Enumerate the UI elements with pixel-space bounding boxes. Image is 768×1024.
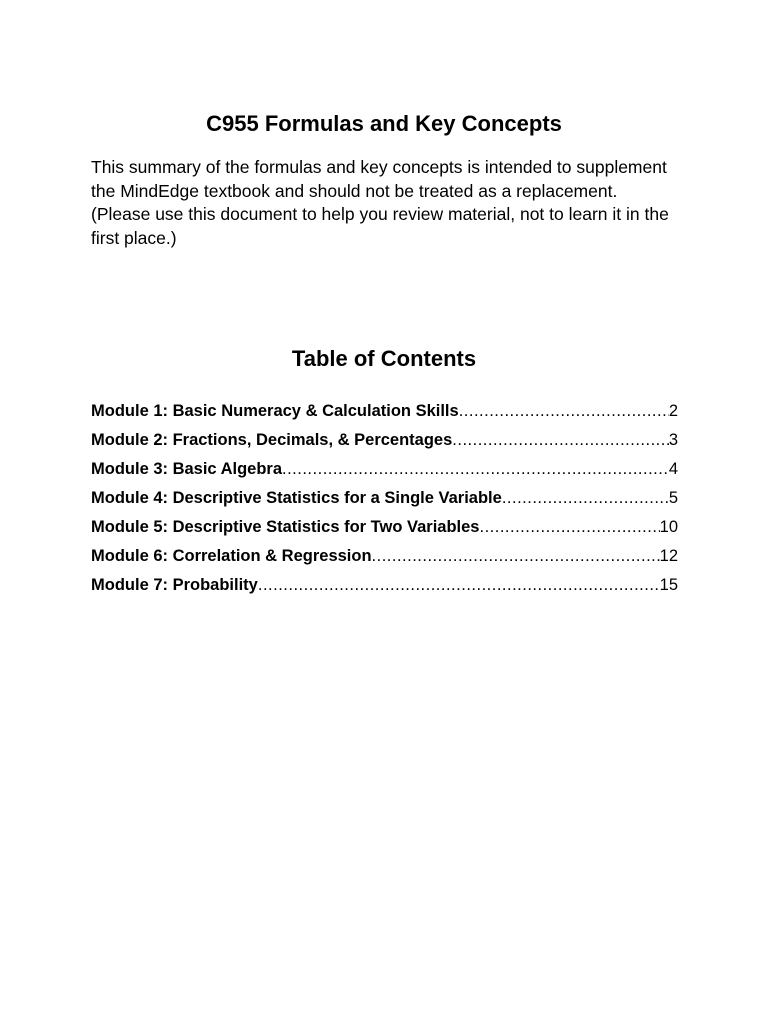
toc-entry-module-2[interactable] [91, 426, 678, 455]
toc-heading: Table of Contents [291, 346, 477, 371]
toc-entry-module-3[interactable] [91, 455, 678, 484]
toc-dot-leader [502, 484, 669, 513]
table-of-contents [91, 397, 678, 600]
toc-entry-label: Module 1: Basic Numeracy & Calculation Skills [91, 402, 459, 420]
intro-line: This summary of the formulas and key concepts is intended to supplement [91, 157, 667, 177]
toc-dot-leader [479, 513, 659, 542]
toc-entry-label: Module 6: Correlation & Regression [91, 547, 372, 565]
toc-page-number: 15 [659, 576, 678, 594]
toc-dot-leader [452, 426, 669, 455]
toc-entry-label: Module 7: Probability [91, 576, 258, 594]
toc-page-number: 12 [659, 547, 678, 565]
intro-paragraph [91, 156, 691, 250]
toc-page-number: 10 [659, 518, 678, 536]
toc-page-number: 5 [668, 489, 678, 507]
toc-entry-module-4[interactable] [91, 484, 678, 513]
toc-entry-label: Module 2: Fractions, Decimals, & Percentages [91, 431, 453, 449]
toc-page-number: 2 [668, 402, 678, 420]
toc-page-number: 4 [668, 460, 678, 478]
toc-entry-module-5[interactable] [91, 513, 678, 542]
toc-dot-leader [258, 571, 660, 600]
toc-entry-module-7[interactable] [91, 571, 678, 600]
toc-dot-leader [372, 542, 660, 571]
toc-entry-label: Module 3: Basic Algebra [91, 460, 283, 478]
toc-entry-label: Module 5: Descriptive Statistics for Two Variables [91, 518, 480, 536]
toc-dot-leader [459, 397, 669, 426]
toc-entry-module-6[interactable] [91, 542, 678, 571]
intro-line: the MindEdge textbook and should not be treated as a replacement. [91, 180, 618, 201]
intro-line: (Please use this document to help you review material, not to learn it in the [91, 204, 669, 224]
document-title: C955 Formulas and Key Concepts [206, 111, 562, 136]
intro-line: first place.) [91, 227, 177, 248]
toc-entry-label: Module 4: Descriptive Statistics for a Single Variable [91, 489, 502, 507]
toc-dot-leader [282, 455, 669, 484]
toc-page-number: 3 [668, 431, 678, 449]
toc-entry-module-1[interactable] [91, 397, 678, 426]
